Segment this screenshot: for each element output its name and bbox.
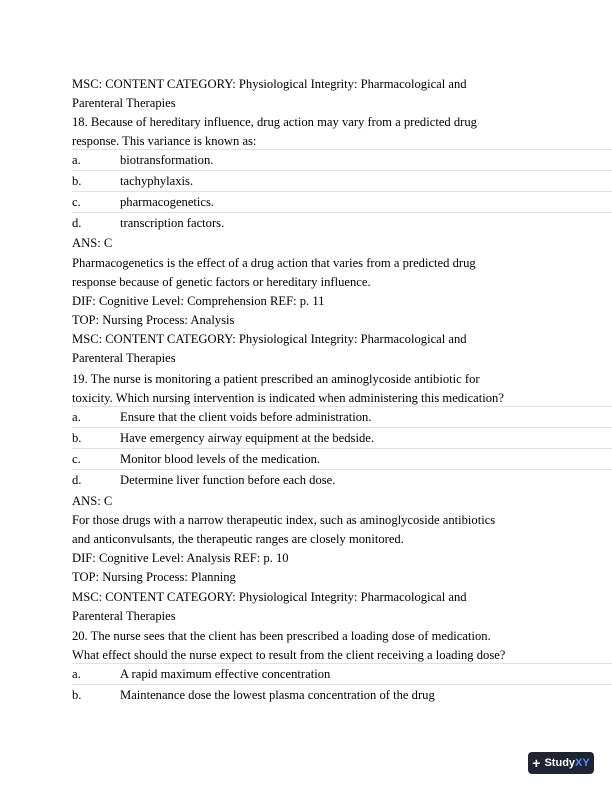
option-text: tachyphylaxis. <box>120 174 194 188</box>
option-text: Ensure that the client voids before administration. <box>120 410 372 424</box>
option-text: transcription factors. <box>120 216 225 230</box>
rationale-line: and anticonvulsants, the therapeutic ranges are closely monitored. <box>72 532 404 546</box>
answer-line: ANS: C <box>72 494 113 508</box>
question-20-stem: What effect should the nurse expect to result from the client receiving a loading dose? <box>72 648 506 662</box>
category-line: MSC: CONTENT CATEGORY: Physiological Integrity: Pharmacological and <box>72 590 467 604</box>
option-text: Have emergency airway equipment at the bedside. <box>120 431 374 445</box>
question-19-stem: 19. The nurse is monitoring a patient prescribed an aminoglycoside antibiotic for <box>72 372 480 386</box>
option-row <box>72 663 612 685</box>
option-letter: c. <box>72 195 81 209</box>
question-20-stem: 20. The nurse sees that the client has been prescribed a loading dose of medication. <box>72 629 491 643</box>
option-row <box>72 469 612 491</box>
difficulty-line: DIF: Cognitive Level: Analysis REF: p. 10 <box>72 551 289 565</box>
option-text: Determine liver function before each dose. <box>120 473 336 487</box>
option-letter: b. <box>72 174 82 188</box>
answer-line: ANS: C <box>72 236 113 250</box>
rationale-line: Pharmacogenetics is the effect of a drug action that varies from a predicted drug <box>72 256 476 270</box>
option-letter: b. <box>72 431 82 445</box>
option-row <box>72 448 612 470</box>
rationale-line: For those drugs with a narrow therapeutic index, such as aminoglycoside antibiotics <box>72 513 496 527</box>
option-row <box>72 170 612 192</box>
question-19-stem: toxicity. Which nursing intervention is indicated when administering this medication? <box>72 391 504 405</box>
option-text: Maintenance dose the lowest plasma concentration of the drug <box>120 688 435 702</box>
option-row <box>72 406 612 428</box>
studyxy-badge[interactable] <box>528 752 594 774</box>
option-letter: a. <box>72 410 81 424</box>
option-row <box>72 212 612 234</box>
difficulty-line: DIF: Cognitive Level: Comprehension REF: p. 11 <box>72 294 325 308</box>
option-letter: a. <box>72 153 81 167</box>
topic-line: TOP: Nursing Process: Analysis <box>72 313 235 327</box>
option-row <box>72 191 612 213</box>
question-18-stem: response. This variance is known as: <box>72 134 257 148</box>
option-letter: b. <box>72 688 82 702</box>
category-line: MSC: CONTENT CATEGORY: Physiological Integrity: Pharmacological and <box>72 332 467 346</box>
option-letter: d. <box>72 473 82 487</box>
topic-line: TOP: Nursing Process: Planning <box>72 570 236 584</box>
plus-icon: + <box>532 755 541 771</box>
text-line: MSC: CONTENT CATEGORY: Physiological Integrity: Pharmacological and <box>72 77 467 91</box>
option-row <box>72 149 612 171</box>
option-text: Monitor blood levels of the medication. <box>120 452 321 466</box>
rationale-line: response because of genetic factors or hereditary influence. <box>72 275 371 289</box>
question-18-stem: 18. Because of hereditary influence, drug action may vary from a predicted drug <box>72 115 477 129</box>
category-line: Parenteral Therapies <box>72 609 176 623</box>
option-text: pharmacogenetics. <box>120 195 215 209</box>
option-row <box>72 427 612 449</box>
option-text: biotransformation. <box>120 153 214 167</box>
option-text: A rapid maximum effective concentration <box>120 667 331 681</box>
option-row <box>72 684 612 706</box>
text-line: Parenteral Therapies <box>72 96 176 110</box>
option-letter: d. <box>72 216 82 230</box>
option-letter: c. <box>72 452 81 466</box>
badge-text-suffix: XY <box>575 757 590 769</box>
option-letter: a. <box>72 667 81 681</box>
badge-text-prefix: Study <box>544 757 576 769</box>
category-line: Parenteral Therapies <box>72 351 176 365</box>
